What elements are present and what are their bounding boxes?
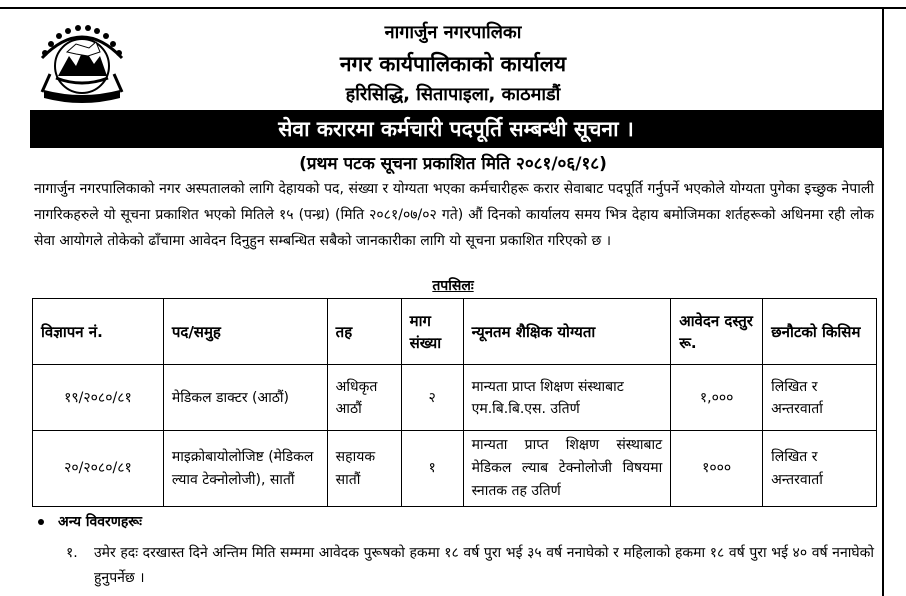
municipality-name: नागार्जुन नगरपालिका xyxy=(384,22,522,43)
cell-demand: १ xyxy=(401,431,463,507)
col-level: तह xyxy=(327,299,401,365)
details-heading: तपसिलः xyxy=(432,278,474,294)
col-demand: माग संख्या xyxy=(401,299,463,365)
bullet-icon xyxy=(38,519,44,525)
notice-title-banner: सेवा करारमा कर्मचारी पदपूर्ति सम्बन्धी सूचना । xyxy=(30,110,882,148)
other-details-heading xyxy=(38,512,142,531)
vacancy-table xyxy=(32,298,877,507)
cell-fee: १,००० xyxy=(671,365,763,431)
table-header-row xyxy=(33,299,877,365)
intro-paragraph: नागार्जुन नगरपालिकाको नगर अस्पतालको लागि देहायको पद, संख्या र योग्यता भएका कर्मचारीहरू करार सेवाबाट पदपूर्ति गर्नुपर्ने भएकोले योग्यता पुगेका इच्छुक नेपाली नागरिकहरुले यो सूचना प्रकाशित भएको मितिले १५ (पन्ध्र) (मिति २०८१/०७/०२ गते) औं दिनको कार्यालय समय भित्र देहाय बमोजिमका शर्तहरूको अधिनमा रही लोक सेवा आयोगले तोकेको ढाँचामा आवेदन दिनुहुन सम्बन्धित सबैको जानकारीका लागि यो सूचना प्रकाशित गरिएको छ । xyxy=(34,181,874,249)
cell-post: मेडिकल डाक्टर (आठौं) xyxy=(163,365,327,431)
table-row xyxy=(33,365,877,431)
col-selection: छनौटको किसिम xyxy=(763,299,877,365)
cell-post: माइक्रोबायोलोजिष्ट (मेडिकल ल्याव टेक्नोलोजी), सातौं xyxy=(163,431,327,507)
other-details-title: अन्य विवरणहरूः xyxy=(58,514,143,530)
cell-qualification: मान्यता प्राप्त शिक्षण संस्थाबाट एम.बि.बि.एस. उतिर्ण xyxy=(463,365,671,431)
cell-fee: १००० xyxy=(671,431,763,507)
table-row xyxy=(33,431,877,507)
cell-ad-no: १९/२०८०/८१ xyxy=(33,365,164,431)
col-post: पद/समुह xyxy=(163,299,327,365)
cell-level: सहायक सातौं xyxy=(327,431,401,507)
cell-qualification: मान्यता प्राप्त शिक्षण संस्थाबाट मेडिकल ल्याब टेक्नोलोजी विषयमा स्नातक तह उतिर्ण xyxy=(463,431,671,507)
list-item-text: उमेर हदः दरखास्त दिने अन्तिम मिति सम्ममा आवेदक पुरूषको हकमा १८ वर्ष पुरा भई ३५ वर्ष ननाघेको र महिलाको हकमा १८ वर्ष पुरा भई ४० वर्ष ननाघेको हुनुपर्नेछ । xyxy=(94,545,874,586)
cell-selection: लिखित र अन्तरवार्ता xyxy=(763,365,877,431)
cell-demand: २ xyxy=(401,365,463,431)
page-top-border xyxy=(0,7,906,9)
list-item-number: १. xyxy=(66,545,78,561)
cell-selection: लिखित र अन्तरवार्ता xyxy=(763,431,877,507)
list-item xyxy=(66,541,874,591)
col-fee: आवेदन दस्तुर रू. xyxy=(671,299,763,365)
office-address: हरिसिद्धि, सितापाइला, काठमाडौं xyxy=(345,84,561,105)
publication-date: (प्रथम पटक सूचना प्रकाशित मिति २०८१/०६/१८) xyxy=(299,154,607,174)
col-ad-no: विज्ञापन नं. xyxy=(33,299,164,365)
col-qualification: न्यूनतम शैक्षिक योग्यता xyxy=(463,299,671,365)
office-name: नगर कार्यपालिकाको कार्यालय xyxy=(339,52,567,76)
cell-level: अधिकृत आठौं xyxy=(327,365,401,431)
cell-ad-no: २०/२०८०/८१ xyxy=(33,431,164,507)
